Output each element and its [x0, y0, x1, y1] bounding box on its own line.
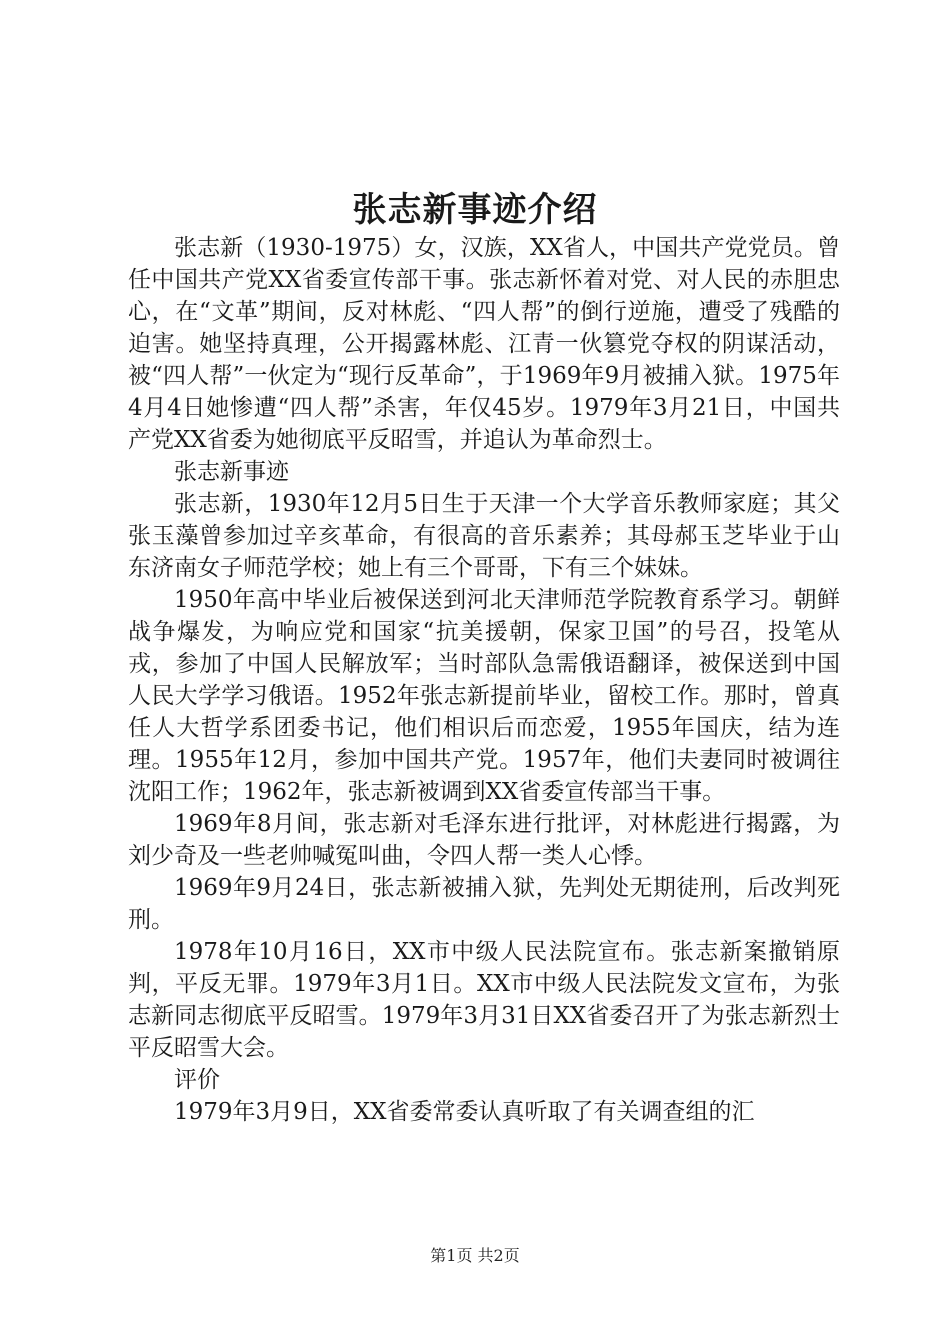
paragraph-rehabilitation: 1978年10月16日，XX市中级人民法院宣布。张志新案撤销原判，平反无罪。1979年3月1日。XX市中级人民法院发文宣布，为张志新同志彻底平反昭雪。1979年3月31日XX省委召开了为张志新烈士平反昭雪大会。 [128, 939, 840, 1061]
section-heading-deeds: 张志新事迹 [174, 459, 289, 485]
document-body [128, 232, 840, 1128]
paragraph-intro: 张志新（1930-1975）女，汉族，XX省人，中国共产党党员。曾任中国共产党XX省委宣传部干事。张志新怀着对党、对人民的赤胆忠心，在“文革”期间，反对林彪、“四人帮”的倒行逆施，遭受了残酷的迫害。她坚持真理，公开揭露林彪、江青一伙篡党夺权的阴谋活动，被“四人帮”一伙定为“现行反革命”，于1969年9月被捕入狱。1975年4月4日她惨遭“四人帮”杀害，年仅45岁。1979年3月21日，中国共产党XX省委为她彻底平反昭雪，并追认为革命烈士。 [128, 235, 840, 453]
section-heading-evaluation: 评价 [174, 1067, 220, 1093]
paragraph-career: 1950年高中毕业后被保送到河北天津师范学院教育系学习。朝鲜战争爆发，为响应党和国家“抗美援朝，保家卫国”的号召，投笔从戎，参加了中国人民解放军；当时部队急需俄语翻译，被保送到中国人民大学学习俄语。1952年张志新提前毕业，留校工作。那时，曾真任人大哲学系团委书记，他们相识后而恋爱，1955年国庆，结为连理。1955年12月，参加中国共产党。1957年，他们夫妻同时被调往沈阳工作；1962年，张志新被调到XX省委宣传部当干事。 [128, 587, 840, 805]
document-title: 张志新事迹介绍 [352, 190, 598, 230]
page-indicator: 第1页 共2页 [430, 1246, 520, 1265]
paragraph-evaluation: 1979年3月9日，XX省委常委认真听取了有关调查组的汇 [174, 1099, 755, 1125]
paragraph-arrest: 1969年9月24日，张志新被捕入狱，先判处无期徒刑，后改判死刑。 [128, 875, 840, 933]
paragraph-1969-criticism: 1969年8月间，张志新对毛泽东进行批评，对林彪进行揭露，为刘少奇及一些老帅喊冤叫曲，令四人帮一类人心悸。 [128, 811, 840, 869]
paragraph-birth: 张志新，1930年12月5日生于天津一个大学音乐教师家庭；其父张玉藻曾参加过辛亥革命，有很高的音乐素养；其母郝玉芝毕业于山东济南女子师范学校；她上有三个哥哥，下有三个妹妹。 [128, 491, 840, 581]
